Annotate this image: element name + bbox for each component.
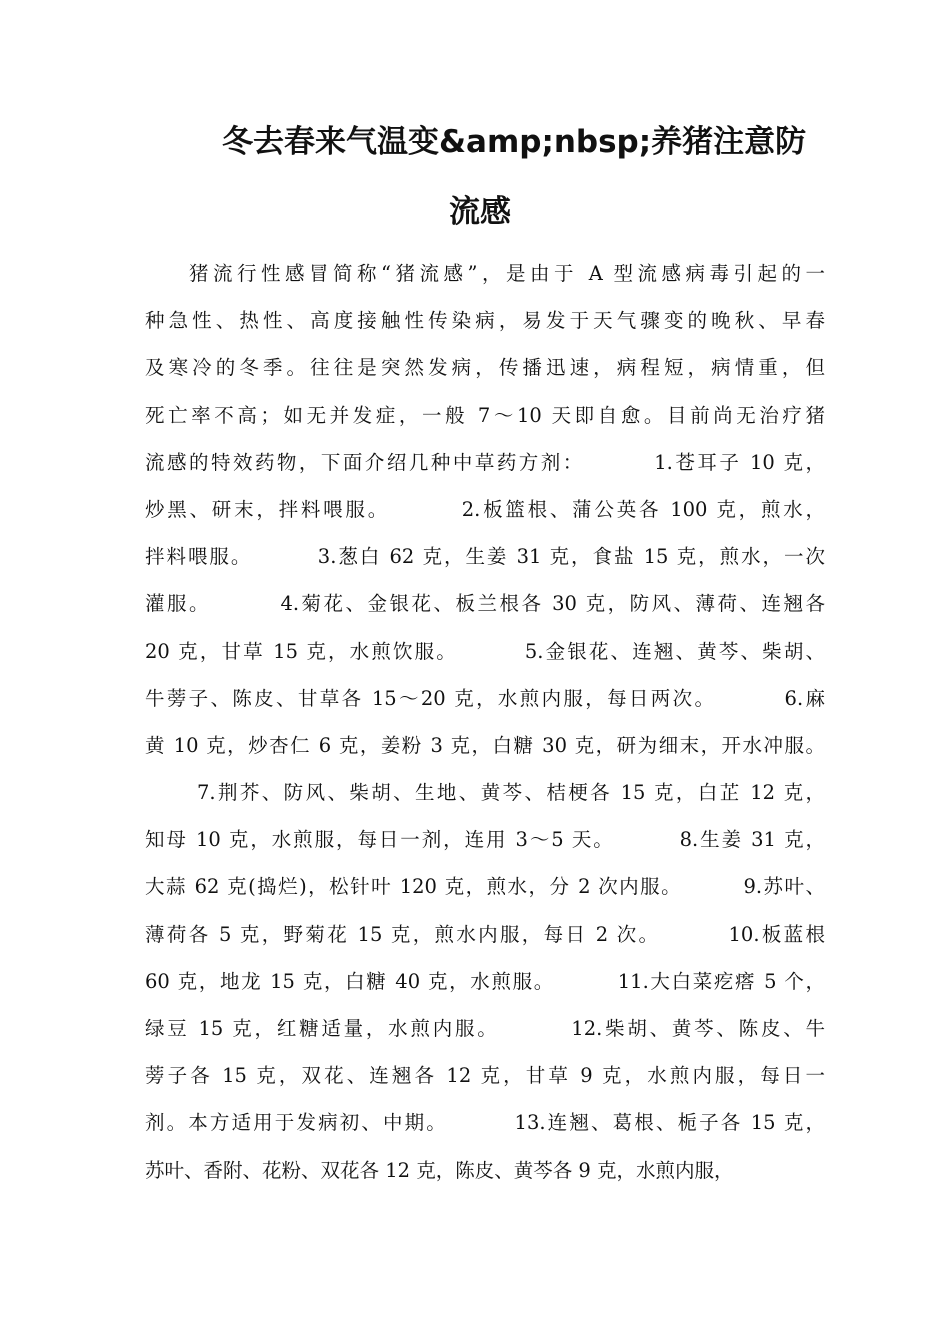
body-line: 绿豆 15 克，红糖适量，水煎内服。 12.柴胡、黄芩、陈皮、牛 [145, 1017, 825, 1040]
document-title-line-2: 流感 [449, 194, 511, 230]
document-title-line-1: 冬去春来气温变&amp;nbsp;养猪注意防 [222, 124, 807, 160]
body-line: 拌料喂服。 3.葱白 62 克，生姜 31 克，食盐 15 克，煎水，一次 [145, 545, 825, 569]
body-line: 灌服。 4.菊花、金银花、板兰根各 30 克，防风、薄荷、连翘各 [145, 592, 825, 616]
body-line: 剂。本方适用于发病初、中期。 13.连翘、葛根、栀子各 15 克， [145, 1111, 825, 1135]
body-line: 大蒜 62 克(捣烂)，松针叶 120 克，煎水，分 2 次内服。 9.苏叶、 [145, 875, 825, 899]
body-line: 薄荷各 5 克，野菊花 15 克，煎水内服，每日 2 次。 10.板蓝根 [145, 922, 825, 946]
body-line: 7.荆芥、防风、柴胡、生地、黄芩、桔梗各 15 克，白芷 12 克， [197, 781, 825, 805]
body-line: 猪流行性感冒简称“猪流感”，是由于 A 型流感病毒引起的一 [189, 262, 825, 285]
body-line: 60 克，地龙 15 克，白糖 40 克，水煎服。 11.大白菜疙瘩 5 个， [145, 969, 825, 993]
body-line: 炒黑、研末，拌料喂服。 2.板篮根、蒲公英各 100 克，煎水， [145, 497, 825, 521]
body-line: 及寒冷的冬季。往往是突然发病，传播迅速，病程短，病情重，但 [145, 356, 825, 380]
body-line: 牛蒡子、陈皮、甘草各 15～20 克，水煎内服，每日两次。 6.麻 [145, 686, 825, 710]
body-line: 流感的特效药物，下面介绍几种中草药方剂： 1.苍耳子 10 克， [145, 450, 825, 474]
document-body [145, 250, 825, 1194]
body-line: 黄 10 克，炒杏仁 6 克，姜粉 3 克，白糖 30 克，研为细末，开水冲服。 [145, 733, 825, 757]
body-line: 蒡子各 15 克，双花、连翘各 12 克，甘草 9 克，水煎内服，每日一 [145, 1064, 825, 1088]
body-line: 苏叶、香附、花粉、双花各 12 克，陈皮、黄芩各 9 克，水煎内服， [145, 1158, 734, 1182]
body-line: 知母 10 克，水煎服，每日一剂，连用 3～5 天。 8.生姜 31 克， [145, 828, 825, 852]
body-line: 20 克，甘草 15 克，水煎饮服。 5.金银花、连翘、黄芩、柴胡、 [145, 639, 825, 663]
body-line: 种急性、热性、高度接触性传染病，易发于天气骤变的晚秋、早春 [145, 309, 825, 333]
body-line: 死亡率不高；如无并发症，一般 7～10 天即自愈。目前尚无治疗猪 [145, 403, 825, 427]
